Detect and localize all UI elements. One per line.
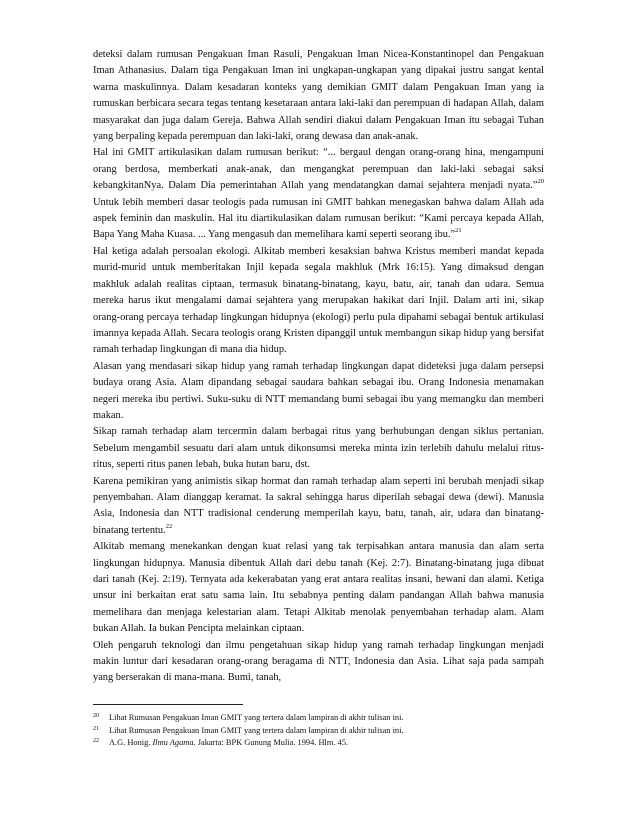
footnote-21: 21 Lihat Rumusan Pengakuan Iman GMIT yang tertera dalam lampiran di akhir tulisan ini. xyxy=(93,725,404,735)
paragraph-2: Hal ini GMIT artikulasikan dalam rumusan berikut: “... bergaul dengan orang-orang hina, mengampuni orang berdosa, memberkati anak-anak, dan mengangkat perempuan dan laki-laki sebagai saksi kebangkitanNya. Dalam Dia pemerintahan Allah yang mendatangkan damai sejahtera menjadi nyata.”$^{20}$ Untuk lebih memberi dasar teologis pada rumusan ini GMIT bahkan menegaskan bahwa dalam Allah ada aspek feminin dan maskulin. Hal itu diartikulasikan dalam rumusan berikut: “Kami percaya kepada Allah, Bapa Yang Maha Kuasa. ... Yang mengasuh dan memelihara kami seperti seorang ibu.”$^{21}$ xyxy=(93,147,544,241)
book-title: Ilmu Agama. xyxy=(152,738,196,748)
paragraph-6: Karena pemikiran yang animistis sikap hormat dan ramah terhadap alam seperti ini berubah menjadi sikap penyembahan. Alam dianggap keramat. Ia sakral sehingga harus diperilah sebagai dewa (dewi). Manusia Asia, Indonesia dan NTT tradisional cenderung memperilah kayu, batu, tanah, air, udara dan binatang-binatang tertentu.$^{22}$ xyxy=(93,475,544,536)
paragraph-8: Oleh pengaruh teknologi dan ilmu pengetahuan sikap hidup yang ramah terhadap lingkungan menjadi makin luntur dari kesadaran orang-orang beragama di NTT, Indonesia dan Asia. Lihat saja pada sampah yang berserakan di mana-mana. Bumi, tanah, xyxy=(93,639,544,684)
paragraph-4: Alasan yang mendasari sikap hidup yang ramah terhadap lingkungan dapat dideteksi juga dalam persepsi budaya orang Asia. Alam dipandang sebagai saudara bahkan sebagai ibu. Orang Indonesia menamakan negeri mereka ibu pertiwi. Suku-suku di NTT memandang bumi sebagai ibu yang memangku dan memberi makan. xyxy=(93,360,544,421)
footnote-divider xyxy=(93,704,243,705)
footnote-ref-21[interactable]: 21 xyxy=(455,227,462,235)
paragraph-7: Alkitab memang menekankan dengan kuat relasi yang tak terpisahkan antara manusia dan alam serta lingkungan hidupnya. Manusia dibentuk Allah dari debu tanah (Kej. 2:7). Binatang-binatang juga dibuat dari tanah (Kej. 2:19). Ternyata ada kekerabatan yang erat antara realitas insani, hewani dan alami. Ketiga unsur ini berkaitan erat satu sama lain. Itu sebabnya penting dalam pandangan Allah bahwa manusia memelihara dan menjaga kelestarian alam. Tetapi Alkitab menolak penyembahan terhadap alam. Alam bukan Allah. Ia bukan Pencipta melainkan ciptaan. xyxy=(93,541,544,635)
footnotes xyxy=(93,712,544,750)
paragraph-5: Sikap ramah terhadap alam tercermin dalam berbagai ritus yang berhubungan dengan siklus pertanian. Sebelum mengambil sesuatu dari alam untuk dikonsumsi mereka minta izin terlebih dahulu melalui ritus-ritus, seperti ritus panen lebah, buka hutan baru, dst. xyxy=(93,426,544,471)
body-text xyxy=(93,47,544,687)
paragraph-3: Hal ketiga adalah persoalan ekologi. Alkitab memberi kesaksian bahwa Kristus memberi mandat kepada murid-murid untuk memberitakan Injil kepada segala makhluk (Mrk 16:15). Yang dimaksud dengan makhluk adalah realitas ciptaan, termasuk binatang-binatang, kayu, batu, air, tanah dan udara. Semua mereka harus ikut mengalami damai sejahtera yang merupakan hakikat dari Injil. Dalam arti ini, sikap orang-orang percaya terhadap lingkungan hidupnya (ekologi) perlu pula dipahami sebagai bentuk artikulasi imannya kepada Allah. Secara teologis orang Kristen dipanggil untuk membangun sikap hidup yang bersifat ramah terhadap lingkungan di mana dia hidup. xyxy=(93,245,544,356)
footnote-ref-20[interactable]: 20 xyxy=(537,178,544,186)
paragraph-1: deteksi dalam rumusan Pengakuan Iman Rasuli, Pengakuan Iman Nicea-Konstantinopel dan Pengakuan Iman Athanasius. Dalam tiga Pengakuan Iman ini ungkapan-ungkapan yang dipakai justru sangat kental warna maskulinnya. Dalam kesadaran konteks yang demikian GMIT dalam Pengakuan Iman yang ia rumuskan berbicara secara tegas tentang kesetaraan antara laki-laki dan perempuan di hadapan Allah, dalam masyarakat dan juga dalam Gereja. Bahwa Allah sendiri diakui dalam Pengakuan Iman itu sebagai Tuhan yang berpaling kepada perempuan dan laki-laki, orang dewasa dan anak-anak. xyxy=(93,49,544,143)
footnote-20: 20 Lihat Rumusan Pengakuan Iman GMIT yang tertera dalam lampiran di akhir tulisan ini. xyxy=(93,713,404,722)
footnote-22: 22 A.G. Honig. Ilmu Agama. Jakarta: BPK Gunung Mulia. 1994. Hlm. 45. xyxy=(93,738,349,748)
footnote-ref-22[interactable]: 22 xyxy=(165,522,173,530)
